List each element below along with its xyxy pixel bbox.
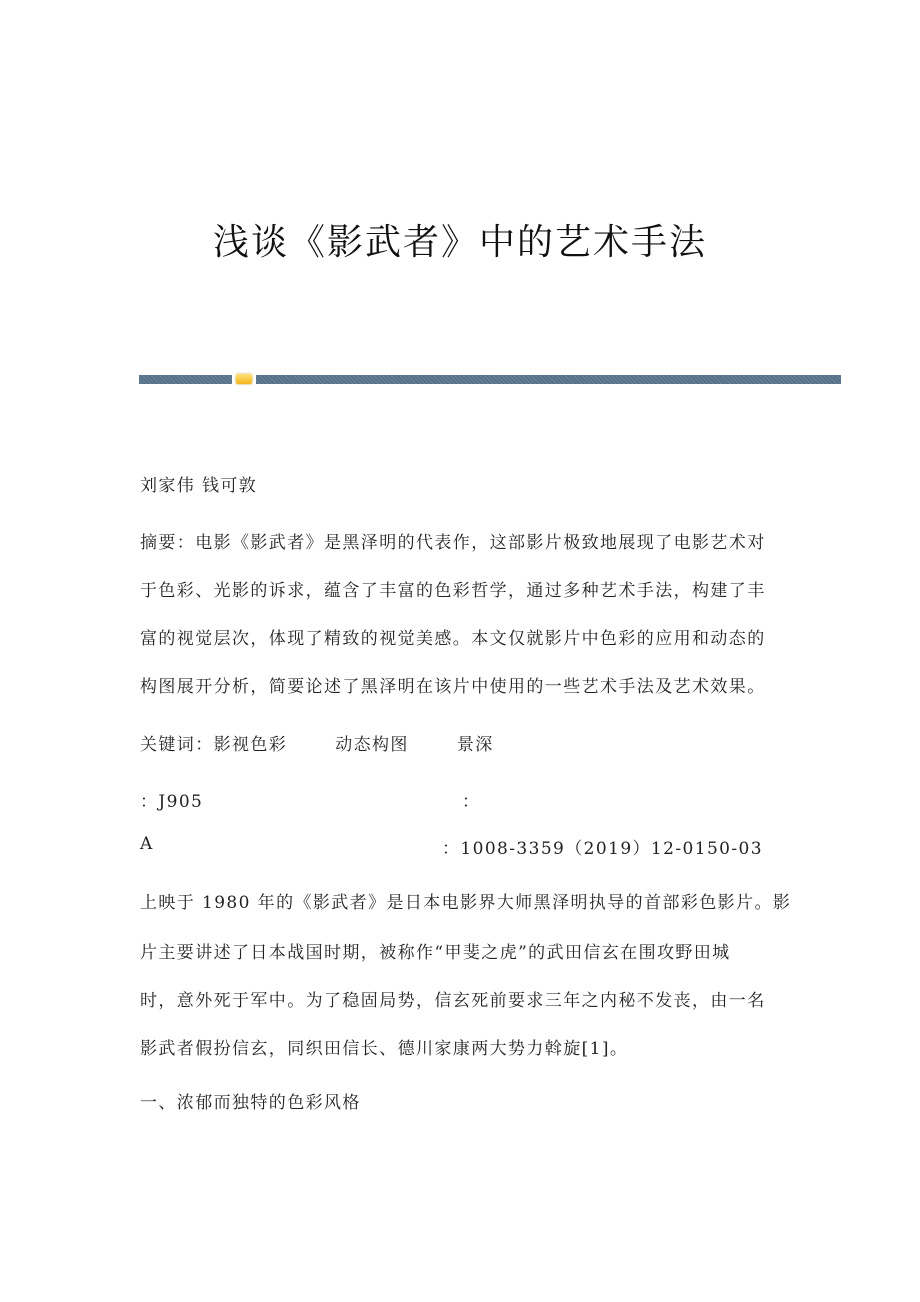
divider-bar-left (139, 375, 232, 384)
document-code-label: ： (462, 792, 481, 812)
title-divider (139, 375, 841, 385)
authors: 刘家伟 钱可敦 (140, 476, 258, 496)
abstract-line: 摘要：电影《影武者》是黑泽明的代表作，这部影片极致地展现了电影艺术对 (140, 533, 766, 553)
keyword: 影视色彩 (213, 735, 288, 755)
abstract-line: 于色彩、光影的诉求，蕴含了丰富的色彩哲学，通过多种艺术手法，构建了丰 (140, 581, 766, 601)
body-line: 影武者假扮信玄，同织田信长、德川家康两大势力斡旋[1]。 (140, 1039, 629, 1059)
keyword: 景深 (456, 735, 494, 755)
document-title: 浅谈《影武者》中的艺术手法 (212, 222, 707, 263)
body-line: 片主要讲述了日本战国时期，被称作“甲斐之虎”的武田信玄在围攻野田城 (140, 943, 731, 963)
section-heading: 一、浓郁而独特的色彩风格 (140, 1093, 361, 1113)
abstract-line: 构图展开分析，简要论述了黑泽明在该片中使用的一些艺术手法及艺术效果。 (140, 677, 766, 697)
article-id: ：1008-3359（2019）12-0150-03 (442, 839, 763, 859)
body-line: 上映于 1980 年的《影武者》是日本电影界大师黑泽明执导的首部彩色影片。影 (140, 893, 792, 913)
keyword: 动态构图 (335, 735, 409, 755)
keywords-label: 关键词： (140, 735, 214, 755)
divider-bar-right (256, 375, 841, 384)
divider-ornament-icon (236, 374, 252, 384)
clc-number: ：J905 (140, 792, 204, 812)
body-line: 时，意外死于军中。为了稳固局势，信玄死前要求三年之内秘不发丧，由一名 (140, 991, 766, 1011)
keywords (140, 730, 494, 755)
document-code: A (140, 834, 154, 854)
abstract-line: 富的视觉层次，体现了精致的视觉美感。本文仅就影片中色彩的应用和动态的 (140, 629, 766, 649)
